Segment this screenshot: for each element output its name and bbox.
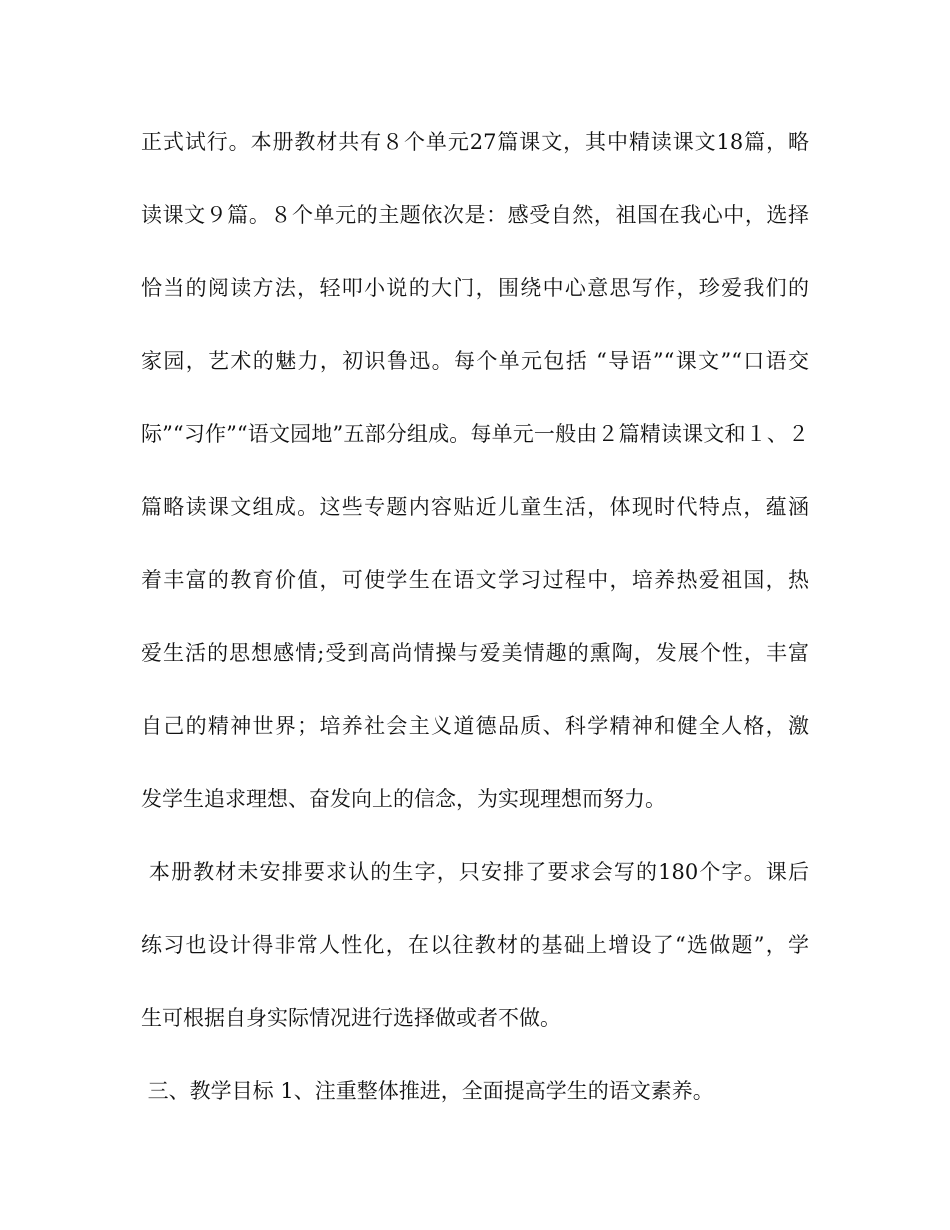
text-line: 自己的精神世界；培养社会主义道德品质、科学精神和健全人格，激 <box>141 714 809 738</box>
body-text <box>141 112 809 1134</box>
text-line: 际”“习作”“语文园地”五部分组成。每单元一般由２篇精读课文和１、２ <box>141 422 809 446</box>
text-line: 练习也设计得非常人性化，在以往教材的基础上增设了“选做题”，学 <box>141 933 809 957</box>
text-line: 家园，艺术的魅力，初识鲁迅。每个单元包括 “导语”“课文”“口语交 <box>141 349 809 373</box>
section-heading-line: 三、教学目标 1、注重整体推进，全面提高学生的语文素养。 <box>141 1079 714 1103</box>
text-line: 生可根据自身实际情况进行选择做或者不做。 <box>141 1006 561 1030</box>
text-line: 正式试行。本册教材共有８个单元27篇课文，其中精读课文18篇，略 <box>141 130 809 154</box>
text-line: 着丰富的教育价值，可使学生在语文学习过程中，培养热爱祖国，热 <box>141 568 809 592</box>
text-line: 读课文９篇。８个单元的主题依次是：感受自然，祖国在我心中，选择 <box>141 203 809 227</box>
text-line: 发学生追求理想、奋发向上的信念，为实现理想而努力。 <box>141 787 666 811</box>
text-line: 篇略读课文组成。这些专题内容贴近儿童生活，体现时代特点，蕴涵 <box>141 495 809 519</box>
text-line: 本册教材未安排要求认的生字，只安排了要求会写的180个字。课后 <box>141 860 809 884</box>
text-line: 恰当的阅读方法，轻叩小说的大门，围绕中心意思写作，珍爱我们的 <box>141 276 809 300</box>
text-line: 爱生活的思想感情;受到高尚情操与爱美情趣的熏陶，发展个性，丰富 <box>141 641 809 665</box>
